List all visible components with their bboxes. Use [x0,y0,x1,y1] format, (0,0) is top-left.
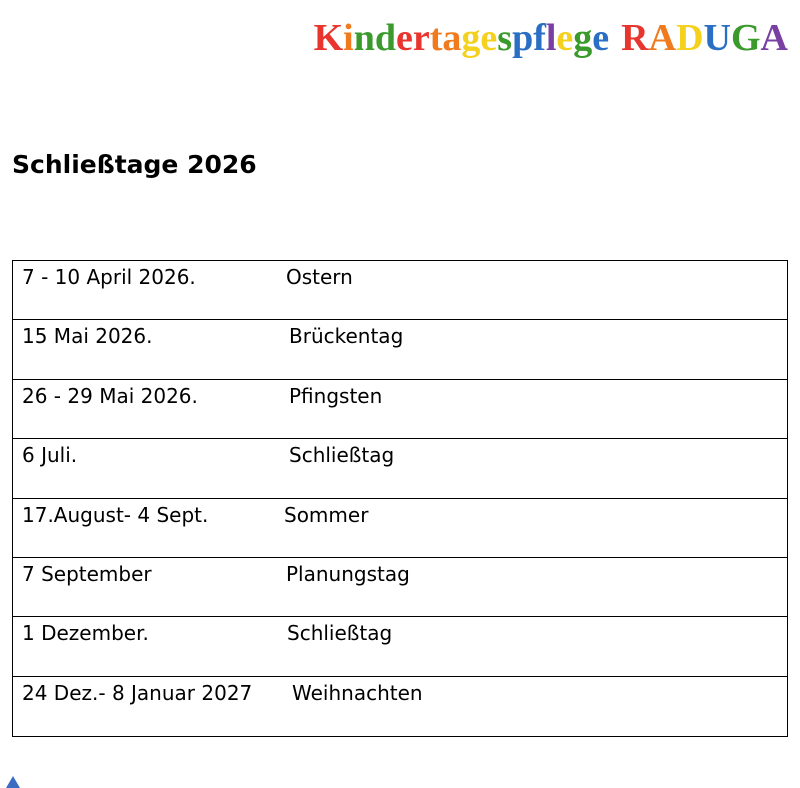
closure-date: 1 Dezember. [22,621,149,646]
brand-letter: r [412,17,430,59]
brand-letter: e [592,17,610,59]
closure-reason: Schließtag [287,621,393,646]
closure-reason: Sommer [284,502,369,527]
brand-letter: U [703,17,731,59]
brand-letter: l [545,17,557,59]
brand-letter: R [621,17,649,59]
brand-letter: s [497,17,513,59]
table-row [13,677,787,736]
brand-logo [314,14,788,62]
brand-letter: n [353,17,375,59]
brand-letter: A [648,17,677,59]
brand-letter: g [461,17,481,59]
brand-letter: a [442,17,462,59]
table-row [13,261,787,320]
table-row [13,499,787,558]
closure-date: 7 September [22,561,152,586]
brand-letter: d [374,17,396,59]
closure-reason: Weihnachten [292,680,423,705]
triangle-up-icon[interactable] [6,776,20,788]
table-row [13,617,787,676]
table-row [13,320,787,379]
brand-letter: A [760,17,788,59]
brand-letter: K [313,17,344,59]
page-title: Schließtage 2026 [12,150,257,179]
closure-reason: Ostern [286,265,353,289]
closure-date: 6 Juli. [22,443,78,468]
brand-letter: i [343,17,354,59]
closure-date: 26 - 29 Mai 2026. [22,383,198,408]
closure-reason: Brückentag [289,324,404,349]
brand-letter: e [556,17,574,59]
table-row [13,439,787,498]
brand-letter: G [730,17,761,59]
brand-letter: t [429,17,443,59]
table-row [13,380,787,439]
closure-reason: Pfingsten [289,383,383,408]
closure-date: 17.August- 4 Sept. [22,502,209,527]
closure-reason: Schließtag [289,443,395,468]
brand-letter: f [533,17,546,59]
closure-reason: Planungstag [286,561,410,586]
brand-letter: g [573,17,593,59]
brand-letter: e [395,17,413,59]
closure-date: 24 Dez.- 8 Januar 2027 [22,680,253,705]
closure-date: 15 Mai 2026. [22,324,153,349]
brand-letter: e [480,17,498,59]
brand-letter: D [676,17,704,59]
brand-letter: p [512,17,534,59]
closure-date: 7 - 10 April 2026. [22,265,196,289]
closure-table [12,260,788,737]
table-row [13,558,787,617]
